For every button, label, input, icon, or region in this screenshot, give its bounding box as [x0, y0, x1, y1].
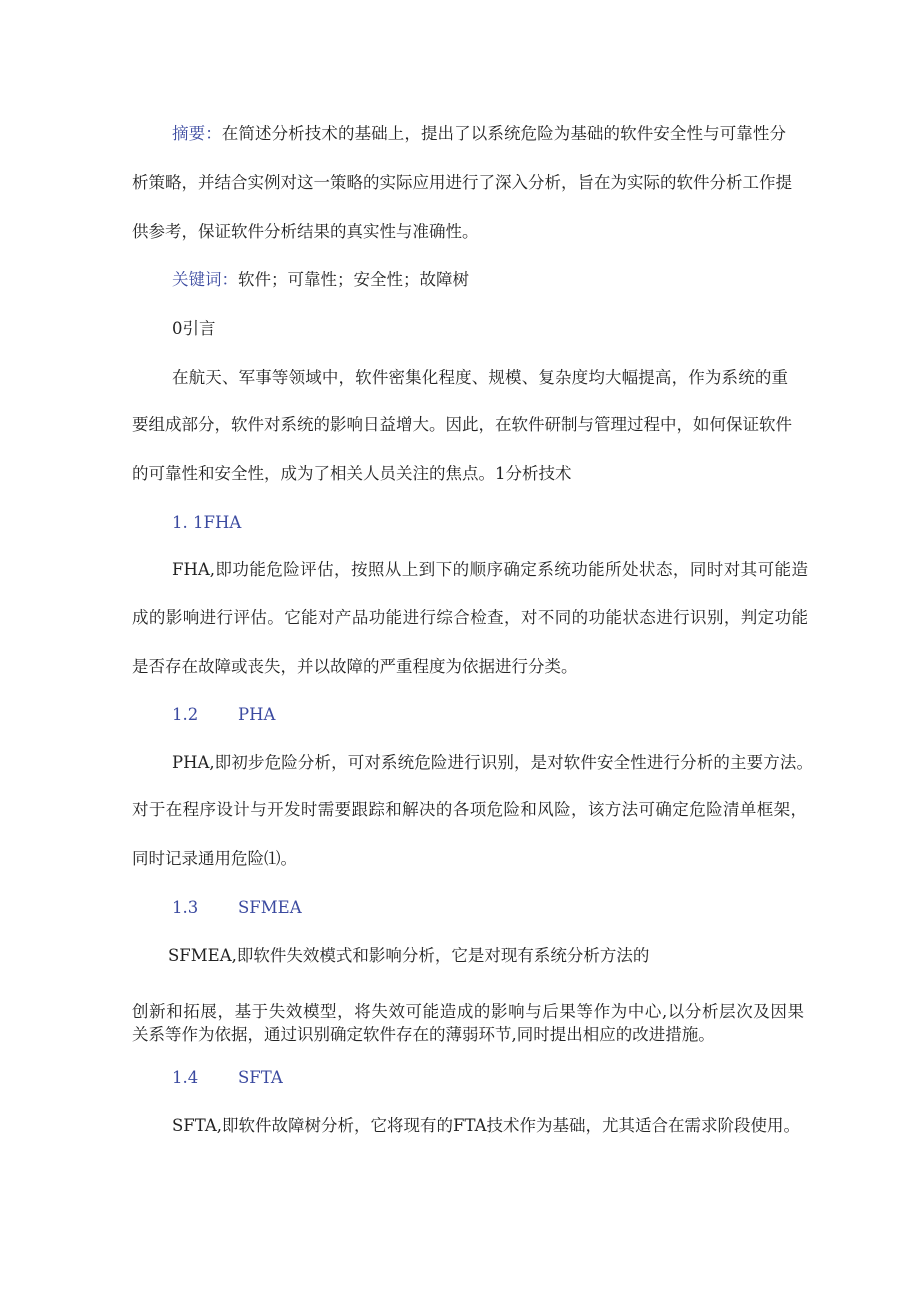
section-title: PHA: [238, 705, 276, 724]
intro-line-3: 的可靠性和安全性，成为了相关人员关注的焦点。1分析技术: [132, 464, 572, 483]
intro-heading: 0引言: [172, 319, 216, 338]
section-number: 1.4: [172, 1068, 199, 1087]
abstract-line-2: 析策略，并结合实例对这一策略的实际应用进行了深入分析，旨在为实际的软件分析工作提: [132, 173, 792, 192]
intro-line-2: 要组成部分，软件对系统的影响日益增大。因此，在软件研制与管理过程中，如何保证软件: [132, 415, 792, 434]
section-1-2-heading: [172, 703, 275, 727]
section-number: 1.3: [172, 898, 199, 917]
section-1-4-heading: [172, 1066, 283, 1090]
section-1-3-heading: [172, 896, 302, 920]
section-title: SFMEA: [238, 898, 302, 917]
section-1-1-line-2: 成的影响进行评估。它能对产品功能进行综合检查，对不同的功能状态进行识别，判定功能: [132, 608, 808, 627]
section-1-2-line-2: 对于在程序设计与开发时需要跟踪和解决的各项危险和风险，该方法可确定危险清单框架，: [132, 800, 807, 819]
abstract-text-1: 在简述分析技术的基础上，提出了以系统危险为基础的软件安全性与可靠性分: [221, 124, 787, 143]
section-1-4-line-1: SFTA,即软件故障树分析，它将现有的FTA技术作为基础，尤其适合在需求阶段使用。: [172, 1116, 800, 1135]
section-1-3-line-1: SFMEA,即软件失效模式和影响分析，它是对现有系统分析方法的: [168, 946, 650, 965]
section-1-1-line-1: FHA,即功能危险评估，按照从上到下的顺序确定系统功能所处状态，同时对其可能造: [172, 560, 808, 579]
section-1-3-line-3: 关系等作为依据，通过识别确定软件存在的薄弱环节,同时提出相应的改进措施。: [132, 1025, 715, 1044]
section-1-3-line-2: 创新和拓展，基于失效模型，将失效可能造成的影响与后果等作为中心,以分析层次及因果: [132, 1002, 804, 1021]
section-number: 1. 1: [172, 513, 204, 532]
abstract-line-1: [172, 122, 786, 146]
section-1-1-heading: [172, 511, 241, 535]
abstract-line-3: 供参考，保证软件分析结果的真实性与准确性。: [132, 222, 479, 241]
keywords-line: [172, 268, 469, 292]
section-title: FHA: [203, 513, 242, 532]
section-1-1-line-3: 是否存在故障或丧失，并以故障的严重程度为依据进行分类。: [132, 657, 578, 676]
keywords-text: 软件；可靠性；安全性；故障树: [238, 270, 469, 289]
abstract-label: 摘要：: [172, 124, 222, 143]
keywords-label: 关键词：: [172, 270, 238, 289]
section-number: 1.2: [172, 705, 199, 724]
section-1-2-line-1: PHA,即初步危险分析，可对系统危险进行识别，是对软件安全性进行分析的主要方法。: [172, 753, 813, 772]
intro-line-1: 在航天、军事等领域中，软件密集化程度、规模、复杂度均大幅提高，作为系统的重: [172, 368, 788, 387]
section-title: SFTA: [238, 1068, 283, 1087]
section-1-2-line-3: 同时记录通用危险⑴。: [132, 849, 297, 868]
